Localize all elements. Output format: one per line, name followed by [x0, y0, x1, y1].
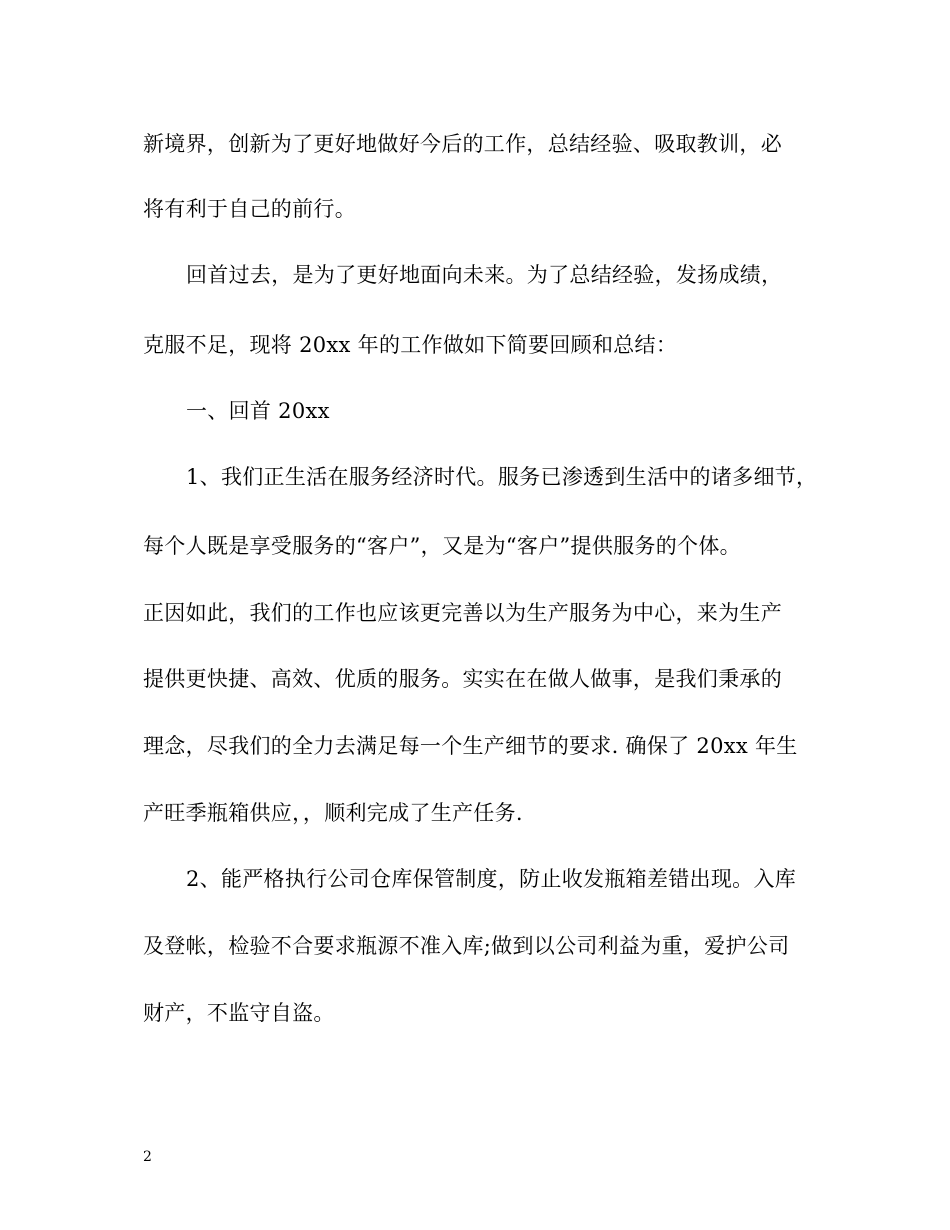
section-heading: 一、回首 20xx	[186, 399, 330, 423]
text-line-10: 理念，尽我们的全力去满足每一个生产细节的要求. 确保了 20xx 年生	[143, 734, 798, 758]
text-line-2: 将有利于自己的前行。	[143, 197, 356, 221]
text-line-13: 及登帐，检验不合要求瓶源不准入库;做到以公司利益为重，爱护公司	[143, 934, 790, 958]
text-line-11: 产旺季瓶箱供应，，顺利完成了生产任务.	[143, 801, 523, 825]
page-number: 2	[143, 1149, 152, 1165]
text-line-14: 财产，不监守自盗。	[143, 1001, 335, 1025]
text-line-12: 2、能严格执行公司仓库保管制度，防止收发瓶箱差错出现。入库	[186, 867, 797, 891]
text-line-6: 1、我们正生活在服务经济时代。服务已渗透到生活中的诸多细节，	[186, 465, 818, 489]
text-line-4: 克服不足，现将 20xx 年的工作做如下简要回顾和总结：	[143, 333, 678, 357]
text-line-9: 提供更快捷、高效、优质的服务。实实在在做人做事，是我们秉承的	[143, 667, 782, 691]
text-line-8: 正因如此，我们的工作也应该更完善以为生产服务为中心，来为生产	[143, 601, 782, 625]
text-line-1: 新境界，创新为了更好地做好今后的工作，总结经验、吸取教训，必	[143, 132, 782, 156]
text-line-3: 回首过去，是为了更好地面向未来。为了总结经验，发扬成绩，	[186, 263, 783, 287]
text-line-7: 每个人既是享受服务的“客户”，又是为“客户”提供服务的个体。	[143, 534, 741, 558]
